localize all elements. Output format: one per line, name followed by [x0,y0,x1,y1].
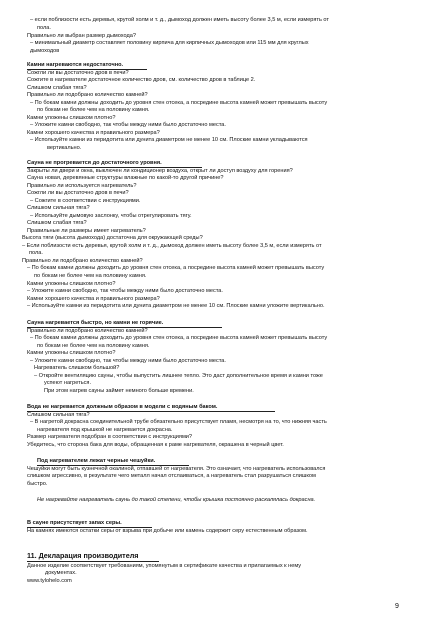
text-line: по бокам не более чем на половину камня. [34,273,147,279]
text-line: пола. [29,250,43,256]
text-line: успеют нагреться. [44,380,91,386]
text-line: Нагреватель слишком большой? [34,365,120,371]
text-line: Не нагревайте нагреватель саунь до такой степени, чтобы крышка постоянно раскалялась докрасна. [37,497,316,503]
text-line: Слишком сильная тяга? [27,412,90,418]
text-line: Чешуйки могут быть кузнечной окалиной, отпавшей от нагревателя. Это означает, что нагреватель использовался [27,466,326,472]
text-line: Высота тяги (высота дымохода) достаточна для окружающей среды? [22,235,203,241]
text-line: Слишком слабая тяга? [27,85,87,91]
text-line: по бокам не более чем на половину камня. [37,343,150,349]
text-line: На камнях имеются остатки серы от взрыва при добыче или камень содержит серу естественным образом. [27,528,308,534]
text-line: www.tylohelo.com [27,578,72,584]
text-line: – Уложите камни свободно, так чтобы между ними было достаточно места. [30,358,226,364]
text-line: – Уложите камни свободно, так чтобы между ними было достаточно места. [27,288,223,294]
text-line: пола. [37,25,51,31]
text-line: – если поблизости есть деревья, крутой холм и т. д., дымоход должен иметь высоту более 3,5 м, если измерять от [30,17,329,23]
text-line: Сожгите в нагревателе достаточное количество дров, см. количество дров в таблице 2. [27,77,256,83]
text-line: – По бокам камни должны доходить до уровня стен отсека, а посредине высота камней может превышать высоту [27,265,325,271]
text-line: – Используйте камни из перидотита или дунита диаметром не менее 10 см. Плоские камни уложите вертикально. [27,303,325,309]
section-heading: Под нагревателем лежат черные чешуйки. [37,458,156,464]
text-line: Размер нагревателя подобран в соответствии с инструкциями? [27,434,193,440]
text-line: Слишком сильная тяга? [27,205,90,211]
text-line: Закрыты ли двери и окна, выключен ли кондиционер воздуха, открыт ли доступ воздуху для горения? [27,168,293,174]
section-heading: Вода не нагревается должным образом в модели с водяным баком. [27,404,218,410]
text-line: Правильно ли используется нагреватель? [27,183,137,189]
text-line: нагревателя под крышкой не нагревается докрасна. [37,427,173,433]
heading-rule [27,411,275,412]
text-line: слишком агрессивно, в результате чего металл начал отслаиваться, а нагреватель стал разрушаться слишком [27,473,316,479]
section-heading: Сауна не прогревается до достаточного уровня. [27,160,162,166]
text-line: Правильно ли подобрано количество камней? [22,258,143,264]
heading-rule [37,465,189,466]
text-line: вертикально. [47,145,82,151]
section-heading: 11. Декларация производителя [27,551,139,560]
text-line: дымоходов [30,48,60,54]
text-line: – По бокам камни должны доходить до уровня стен отсека, а посредине высота камней может превышать высоту [30,100,328,106]
text-line: Данное изделие соответствует требованиям, упомянутым в сертификате качества и прилагаемых к нему [27,563,302,569]
text-line: Сожгли ли вы достаточно дров в печи? [27,190,129,196]
text-line: Камни хорошего качества и правильного размера? [27,130,160,136]
section-heading: Камни нагреваются недостаточно. [27,62,124,68]
heading-rule [27,167,202,168]
text-line: При этом нагрев сауны займет немного больше времени. [44,388,194,394]
text-line: Камни уложены слишком плотно? [27,350,116,356]
text-line: Правильно ли выбран размер дымохода? [27,33,137,39]
text-line: – Используйте дымовую заслонку, чтобы отрегулировать тягу. [30,213,192,219]
section-heading: Сауна нагревается быстро, но камни не горячие. [27,320,164,326]
text-line: документах. [45,570,77,576]
text-line: Правильные ли размеры имеет нагреватель? [27,228,146,234]
text-line: Камни уложены слишком плотно? [27,115,116,121]
text-line: Правильно ли подобрано количество камней? [27,92,148,98]
text-line: – Уложите камни свободно, так чтобы между ними было достаточно места. [30,122,226,128]
heading-rule [27,561,159,562]
text-line: – Используйте камни из перидотита или дунита диаметром не менее 10 см. Плоские камни укладываются [30,137,308,143]
text-line: Слишком слабая тяга? [27,220,87,226]
text-line: – По бокам камни должны доходить до уровня стен отсека, а посредине высота камней может превышать высоту [30,335,328,341]
text-line: Сауна новая, деревянные структуры влажные по какой-то другой причине? [27,175,224,181]
text-line: – В нагретой докрасна соединительной трубе обязательно присутствует пламя, несмотря на то, что нижняя часть [30,419,327,425]
text-line: – Если поблизости есть деревья, крутой холм и т. д., дымоход должен иметь высоту более 3,5 м, если измерять от [22,243,322,249]
heading-rule [27,527,152,528]
text-line: Камни уложены слишком плотно? [27,281,116,287]
text-line: быстро. [27,481,48,487]
text-line: Убедитесь, что сторона бака для воды, обращенная к раме нагревателя, окрашена в черный цвет. [27,442,284,448]
text-line: – Откройте вентиляцию сауны, чтобы выпустить лишнее тепло. Это даст дополнительное время и камни тоже [34,373,323,379]
text-line: Камни хорошего качества и правильного размера? [27,296,160,302]
heading-rule [27,327,222,328]
text-line: Правильно ли подобрано количество камней? [27,328,148,334]
text-line: – минимальный диаметр составляет половину кирпича для кирпичных дымоходов или 115 мм для круглых [30,40,309,46]
page-number: 9 [395,603,399,610]
heading-rule [27,69,147,70]
section-heading: В сауне присутствует запах серы. [27,520,122,526]
text-line: Сожгли ли вы достаточно дров в печи? [27,70,129,76]
text-line: по бокам не более чем на половину камня. [37,107,150,113]
text-line: – Сожгите в соответствии с инструкциями. [30,198,141,204]
